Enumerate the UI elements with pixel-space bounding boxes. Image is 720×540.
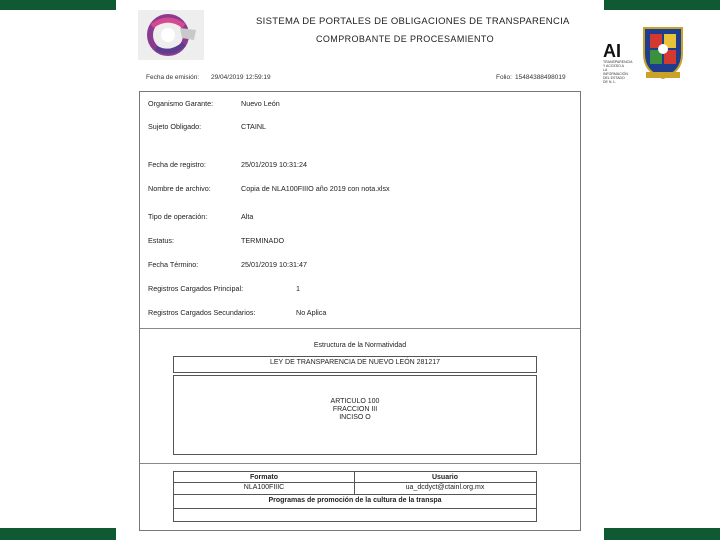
- section-divider: [140, 463, 580, 464]
- field-value: Copia de NLA100FIIIO año 2019 con nota.xlsx: [241, 184, 390, 193]
- receipt-box: [139, 91, 581, 531]
- field-value: Alta: [241, 212, 254, 221]
- formato-header: Formato: [250, 474, 278, 481]
- field-value: 25/01/2019 10:31:47: [241, 260, 307, 269]
- structure-title: Estructura de la Normatividad: [313, 342, 407, 349]
- formato-table: [173, 471, 537, 522]
- sipot-logo: [138, 10, 204, 60]
- table-hline: [174, 508, 536, 509]
- table-hline: [174, 482, 536, 483]
- folio-value: 15484388498019: [515, 74, 566, 81]
- usuario-value: ua_dcdyct@ctainl.org.mx: [405, 484, 485, 491]
- field-row: [148, 284, 300, 293]
- field-row: [148, 308, 327, 317]
- field-value: 25/01/2019 10:31:24: [241, 160, 307, 169]
- usuario-header: Usuario: [431, 474, 459, 481]
- fecha-emision-value: 29/04/2019 12:59:19: [211, 74, 271, 81]
- bottom-band-left: [0, 528, 116, 540]
- system-title: SISTEMA DE PORTALES DE OBLIGACIONES DE TRANSPARENCIA: [256, 16, 570, 27]
- field-label: Estatus:: [148, 236, 174, 245]
- field-row: [148, 184, 390, 193]
- formato-description: Programas de promoción de la cultura de la transpa: [268, 497, 442, 504]
- ley-box: LEY DE TRANSPARENCIA DE NUEVO LEÓN 281217: [173, 356, 537, 373]
- document-page: [116, 0, 604, 540]
- field-label: Registros Cargados Secundarios:: [148, 308, 256, 317]
- field-value: No Aplica: [296, 308, 327, 317]
- bottom-band-right: [604, 528, 720, 540]
- ctai-logo-text: AI: [603, 41, 621, 61]
- field-label: Sujeto Obligado:: [148, 122, 202, 131]
- field-row: [148, 260, 307, 269]
- field-label: Registros Cargados Principal:: [148, 284, 244, 293]
- field-row: [148, 236, 285, 245]
- fraccion-text: FRACCION III: [332, 406, 378, 413]
- nuevo-leon-shield-icon: [640, 24, 686, 80]
- top-band-right: [604, 0, 720, 10]
- field-value: CTAINL: [241, 122, 267, 131]
- field-value: Nuevo León: [241, 99, 280, 108]
- field-row: [148, 212, 254, 221]
- field-label: Fecha Término:: [148, 260, 199, 269]
- articulo-box: [173, 375, 537, 455]
- ctai-logo-subtext: TRANSPARENCIA Y ACCESO A LA INFORMACIÓN DEL ESTADO DE N. L.: [603, 60, 633, 84]
- field-label: Tipo de operación:: [148, 212, 208, 221]
- field-value: TERMINADO: [241, 236, 285, 245]
- inciso-text: INCISO O: [339, 414, 371, 421]
- field-label: Organismo Garante:: [148, 99, 214, 108]
- articulo-text: ARTICULO 100: [330, 398, 380, 405]
- field-value: 1: [296, 284, 300, 293]
- table-hline: [174, 494, 536, 495]
- folio-label: Folio:: [496, 74, 512, 81]
- table-vline: [354, 472, 355, 494]
- top-band-left: [0, 0, 116, 10]
- field-label: Fecha de registro:: [148, 160, 206, 169]
- section-divider: [140, 328, 580, 329]
- field-label: Nombre de archivo:: [148, 184, 211, 193]
- field-row: [148, 160, 307, 169]
- formato-value: NLA100FIIIC: [243, 484, 285, 491]
- receipt-title: COMPROBANTE DE PROCESAMIENTO: [316, 34, 495, 44]
- fecha-emision-label: Fecha de emisión:: [146, 74, 200, 81]
- field-row: [148, 99, 280, 108]
- field-row: [148, 122, 267, 131]
